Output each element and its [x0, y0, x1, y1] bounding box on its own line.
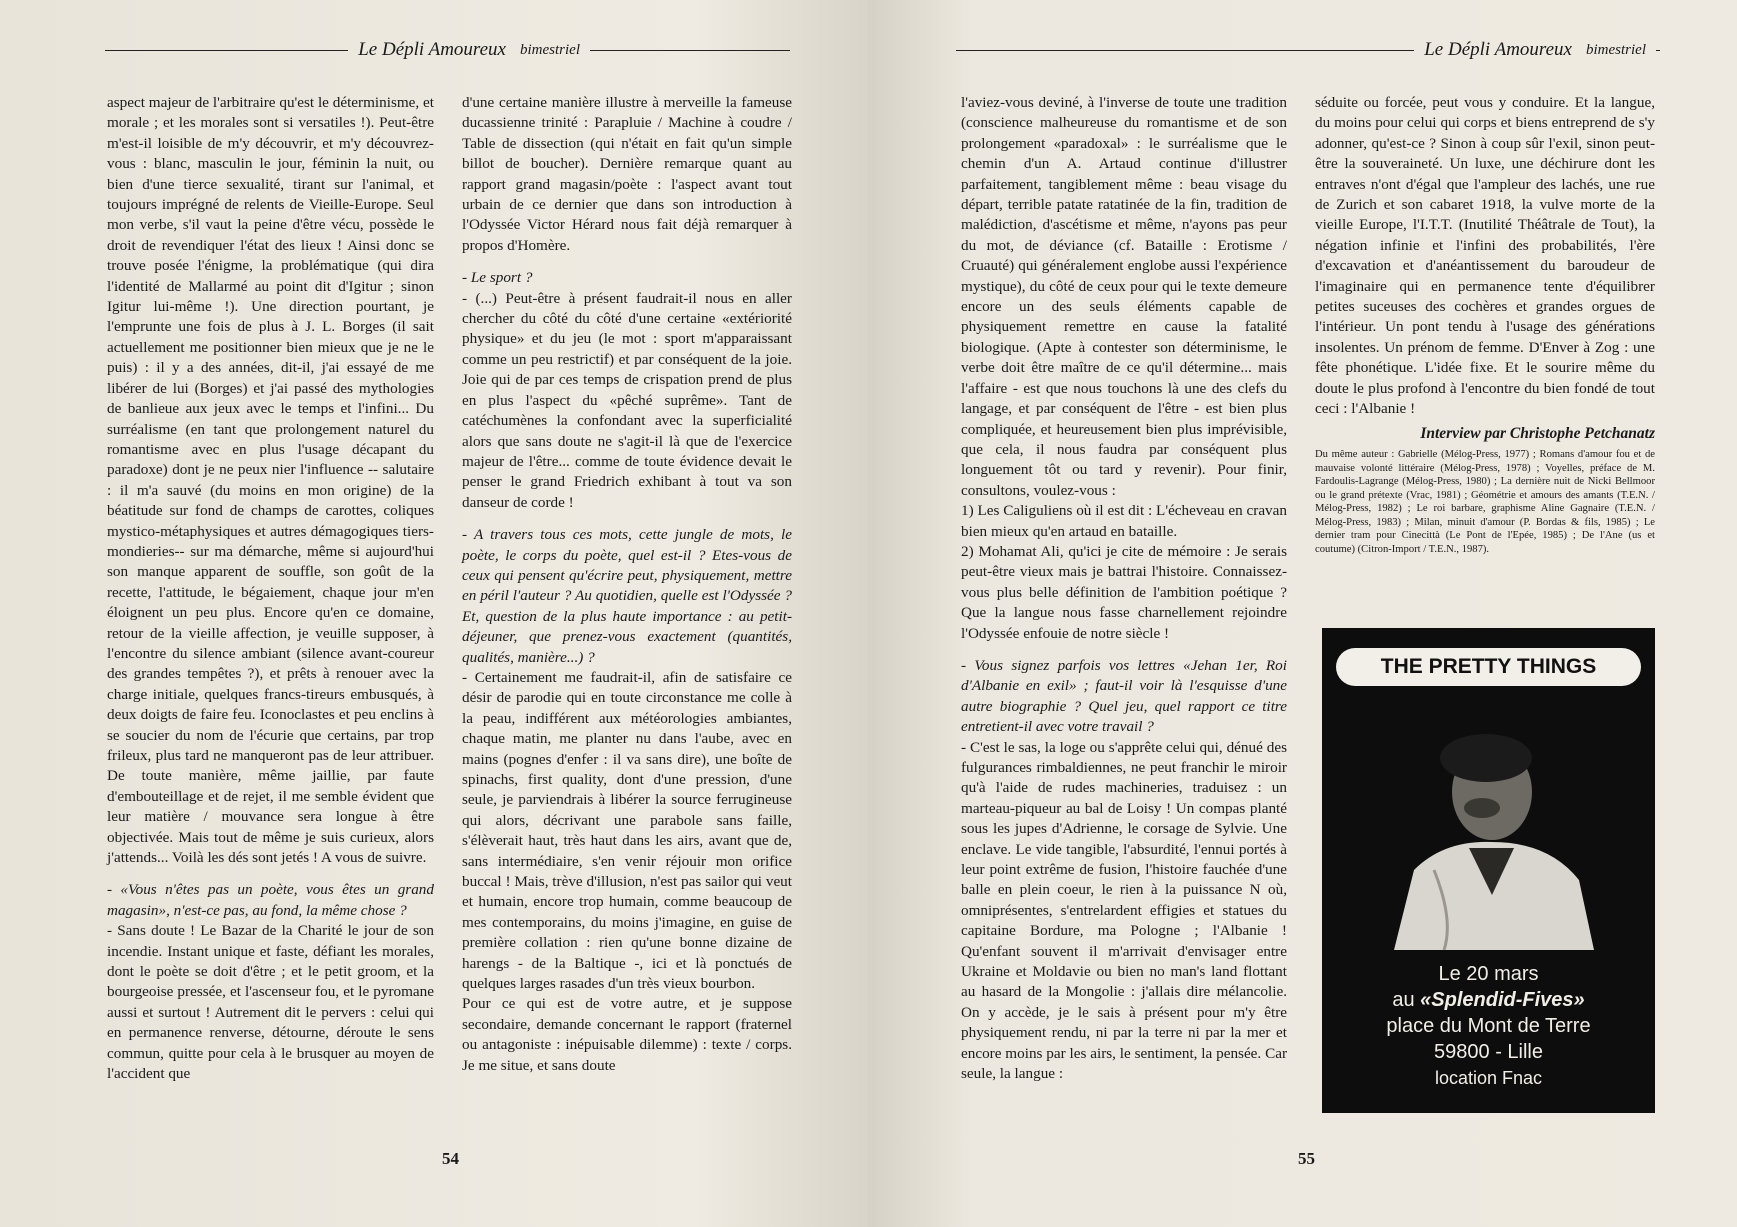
- concert-address: place du Mont de Terre: [1386, 1015, 1591, 1037]
- paragraph: aspect majeur de l'arbitraire qu'est le déterminisme, et morale ; et les morales sont si versatiles !). Peut-être m'est-il loisible de m'y découvrir, et m'y découvrez-vous : blanc, masculin le jour, féminin la nuit, ou bien d'une tierce sexualité, tirant sur l'animal, et toujours imprégné de relents de Vieille-Europe. Seul mon verbe, s'il vaut la peine d'être vécu, possède le droit de revendiquer l'état des lieux ! Ainsi donc se trouve posée l'énigme, la problématique (qui dira l'identité de Mallarmé au point dit d'Igitur ; sinon Igitur lui-même !). Une direction pourtant, je l'emprunte une fois de plus à J. L. Borges (il sait actuellement me positionner bien mieux que je ne le puis) : il y a des années, dit-il, j'ai essayé de me libérer de lui (Borges) et j'ai passé des mythologies de banlieue aux jeux avec le temps et l'infini... Du surréalisme (en tant que prolongement naturel du romantisme avec en plus l'usage décapant du paradoxe) dont je ne peux nier l'influence -- salutaire : il m'a sauvé (du moins en mon origine) de la béatitude sur fond de champs de carottes, coliques mystico-métaphysiques et autres démagogiques tiers-mondieries-- sur ma démarche, même si aujourd'hui son manque apparent de souffle, son goût de la recette, l'attitude, le bégaiement, chaque jour m'en éloignent un peu plus. Encore qu'en ce domaine, retour de la vieille affection, je veuille supposer, à l'encontre du silence ambiant (silence avant-coureur des grandes tempêtes ?), et prêts à renouer avec la charge initiale, quelques francs-tireurs embusqués, à deux doigts de faire feu. Iconoclastes et peu enclins à se soucier du nom de l'écurie que certains, par trop frileux, plus tard ne manqueront pas de leur attribuer. De toute manière, même jaillie, par faute d'embouteillage et de rejet, il me semble évident que leur matière / mouvance sera longue à être objectivée. Mais tout de même je suis curieux, alors j'attends... Voilà les dés sont jetés ! A vous de suivre.: [107, 94, 434, 867]
- poster-details: [1322, 961, 1655, 1091]
- question: - A travers tous ces mots, cette jungle de mots, le poète, le corps du poète, quel est-il ? Etes-vous de ceux qui pensent qu'écrire peut, physiquement, mettre en péril l'auteur ? Au quotidien, quelle est l'Odyssée ? Et, question de la plus haute importance : au petit-déjeuner, que prenez-vous exactement (quantités, qualités, manière...) ?: [462, 526, 792, 666]
- paragraph: - Certainement me faudrait-il, afin de satisfaire ce désir de parodie qui en toute circonstance me colle à la peau, indifférent aux météorologies ambiantes, chaque matin, me planter nu dans l'aube, avec en mains (pognes d'enfer : il va sans dire), une boîte de spinachs, first quality, dont d'une pression, d'une seule, je parviendrais à libérer la source ferrugineuse qui alors, décrivant une parabole sans faille, s'élèverait haut, très haut dans les airs, avant que de, sans intermédiaire, s'en venir réjouir mon orifice buccal ! Mais, trève d'illusion, n'est pas sailor qui veut et humain, encore trop humain, comme beaucoup de mes contemporains, du moins j'imagine, en guise de première collation : rien qu'une bonne dizaine de harengs - de la Baltique -, ici et là ponctués de quelques larges rasades d'un très vieux bourbon.: [462, 668, 792, 993]
- concert-city: 59800 - Lille: [1434, 1041, 1543, 1063]
- paragraph: - C'est le sas, la loge ou s'apprête celui qui, dénué des fulgurances rimbaldiennes, ne peut franchir le miroir qu'à l'aide de rudes machineries, traduisez : un marteau-piqueur au bal de Loisy ! Un compas planté sous les jupes d'Adrienne, le corsage de Sylvie. Une enclave. Le vide tangible, l'absurdité, l'ennui portés à leur point extrême de fusion, l'histoire fauchée d'une balle en plein coeur, le rien à la puissance N où, omniprésentes, s'entrelardent effigies et statues du capitaine Bordure, ma Pologne ; l'Albanie ! Qu'enfant souvent il m'arrivait d'envisager entre Ukraine et Moldavie ou bien no man's land flottant au hasard de la Mongolie : j'allais dire mélancolie. On y accède, je le sais à présent pour m'y être physiquement rendu, ni par la terre ni par la mer et encore moins par les airs, le sentiment, la pensée. Car seule, la langue :: [961, 738, 1287, 1083]
- paragraph: séduite ou forcée, peut vous y conduire. Et la langue, du moins pour celui qui corps et biens entreprend de s'y adonner, qu'est-ce ? Sinon à coup sûr l'exil, sinon peut-être la souveraineté. Un luxe, une déchirure dont les entraves n'ont d'égal que l'ampleur des lachés, une rue de Zurich et son cabaret 1918, la vulve morte de la vieille Europe, l'I.T.T. (Inutilité Théâtrale de Tout), la négation infinie et l'infini des probabilités, l'ère d'excavation et d'anéantissement du baroudeur de l'imaginaire qui en permanence tente d'équilibrer petites suceuses des cochères et grandes orgues de l'intérieur. Un pont tendu à l'usage des générations insolentes. Un prénom de femme. D'Enver à Zog : une fête phonétique. L'idée fixe. Et le sourire même du doute le plus profond à l'encontre du bien fondé de tout ceci : l'Albanie !: [1315, 94, 1655, 418]
- header-rule: [1656, 50, 1660, 51]
- paragraph: - Sans doute ! Le Bazar de la Charité le jour de son incendie. Instant unique et faste, défiant les morales, dont le poète se doit d'être ; et le petit groom, et la bourgeoise pressée, et l'ascenseur fou, et le pyromane aussi et surtout ! Autrement dit le pervers : celui qui en permanence renverse, détourne, déroute le sens commun, quitte pour cela à le brusquer au moyen de l'accident que: [107, 922, 434, 1083]
- paragraph: - (...) Peut-être à présent faudrait-il nous en aller chercher du côté du côté d'une certaine «extériorité physique» et du jeu (le mot : sport m'apparaissant comme un peu restrictif) et par conséquent de la joie. Joie qui de par ces temps de crispation prend de plus en plus l'aspect du «pêché suprême». Tant de catéchumènes la confondant avec la superficialité alors que sans doute ne s'agit-il là que de l'exercice majeur de l'être... comme de toute évidence devait le penser le grand Friedrich exhibant à tout va son danseur de corde !: [462, 289, 792, 511]
- journal-title: Le Dépli Amoureux: [358, 39, 506, 60]
- page-number: 55: [1298, 1149, 1315, 1168]
- paragraph: l'aviez-vous deviné, à l'inverse de toute une tradition (conscience malheureuse du romantisme et de son prolongement «paradoxal» : le surréalisme que le chemin d'un A. Artaud continue d'illustrer parfaitement, tangiblement même : beau visage du départ, terrible patate ratatinée de la fin, tradition de malédiction, d'ascétisme et même, n'ayons pas peur du mot, de déviance (cf. Bataille : Erotisme / Cruauté) qui généralement englobe aussi l'expérience mystique), du côté de ceux pour qui le texte demeure encore un des seuls éléments capable de physiquement remettre en cause la fatalité biologique. (Apte à contester son déterminisme, le verbe doit être maître de ce qu'il détermine... mais l'affaire - est que nous touchons là une des clefs du langage, et par conséquent de l'être - est bien plus compliquée, et heureusement bien plus imprévisible, que cela, il nous faudra par conséquent plus longuement tôt ou tard y revenir). Pour finir, consultons, voulez-vous :: [961, 94, 1287, 499]
- paragraph: d'une certaine manière illustre à merveille la fameuse ducassienne trinité : Parapluie / Machine à coudre / Table de dissection (qui n'était en fait qu'un simple billot de boucher). Dernière remarque quant au rapport grand magasin/poète : l'aspect avant tout urbain de ce dernier que dans son introduction à l'Odyssée Victor Hérard nous fait déjà remarquer à propos d'Homère.: [462, 94, 792, 254]
- question: - «Vous n'êtes pas un poète, vous êtes un grand magasin», n'est-ce pas, au fond, la même chose ?: [107, 881, 434, 919]
- page-number: 54: [442, 1149, 459, 1168]
- running-head: [105, 38, 790, 62]
- text-column-1: [961, 93, 1287, 1085]
- concert-date: Le 20 mars: [1438, 963, 1539, 985]
- question: - Vous signez parfois vos lettres «Jehan 1er, Roi d'Albanie en exil» ; faut-il voir là l'esquisse d'une autre biographie ? Quel jeu, quel rapport ce titre entretient-il avec votre travail ?: [961, 656, 1287, 736]
- quote-item: 2) Mohamat Ali, qu'ici je cite de mémoire : Je serais peut-être vieux mais je battrai l'histoire. Connaissez-vous plus belle définition de l'ambition poétique ? Que la langue nous fasse charnellement rejoindre l'Odyssée enfouie de notre siècle !: [961, 542, 1287, 642]
- journal-title: Le Dépli Amoureux: [1424, 39, 1572, 60]
- question: - Le sport ?: [462, 269, 533, 287]
- band-name: THE PRETTY THINGS: [1336, 648, 1641, 686]
- concert-venue-line: [1322, 987, 1655, 1013]
- concert-venue: «Splendid-Fives»: [1420, 989, 1585, 1011]
- text-column-2: [462, 93, 792, 1076]
- running-head: [956, 38, 1660, 62]
- header-rule: [105, 50, 348, 51]
- quote-item: 1) Les Caliguliens où il est dit : L'écheveau en cravan bien mieux qu'en artaud en bataille.: [961, 502, 1287, 540]
- band-photo: [1374, 720, 1604, 950]
- journal-frequency: bimestriel: [520, 41, 580, 58]
- text-column-1: [107, 93, 434, 1085]
- page-right: [868, 0, 1737, 1227]
- text-column-2: [1315, 93, 1655, 557]
- venue-prefix: au: [1392, 989, 1415, 1011]
- header-rule: [956, 50, 1414, 51]
- page-left: [0, 0, 868, 1227]
- author-bibliography: Du même auteur : Gabrielle (Mélog-Press, 1977) ; Romans d'amour fou et de mauvaise volonté littéraire (Mélog-Press, 1978) ; Voyelles, préface de M. Fardoulis-Lagrange (Mélog-Press, 1980) ; La dernière nuit de Nicki Bellmoor ou le grand prétexte (Vrac, 1981) ; Géométrie et amours des amants (T.E.N. / Mélog-Press, 1982) ; Le roi barbare, graphisme Aline Gagnaire (T.E.N. / Mélog-Press, 1983) ; Milan, minuit d'amour (P. Bordas & fils, 1985) ; Le dernier tram pour Cinecittà (Le Pont de l'Epée, 1985) ; De l'Ane (us et coutume) (Citron-Import / T.E.N., 1987).: [1315, 448, 1655, 556]
- byline: Interview par Christophe Petchanatz: [1420, 424, 1655, 442]
- ticket-booking: location Fnac: [1434, 1068, 1543, 1088]
- paragraph: Pour ce qui est de votre autre, et je suppose secondaire, demande concernant le rapport (fraternel ou antagoniste : inépuisable dilemme) : texte / corps. Je me situe, et sans doute: [462, 995, 792, 1074]
- journal-frequency: bimestriel: [1586, 41, 1646, 58]
- concert-poster: [1322, 628, 1655, 1113]
- header-rule: [590, 50, 790, 51]
